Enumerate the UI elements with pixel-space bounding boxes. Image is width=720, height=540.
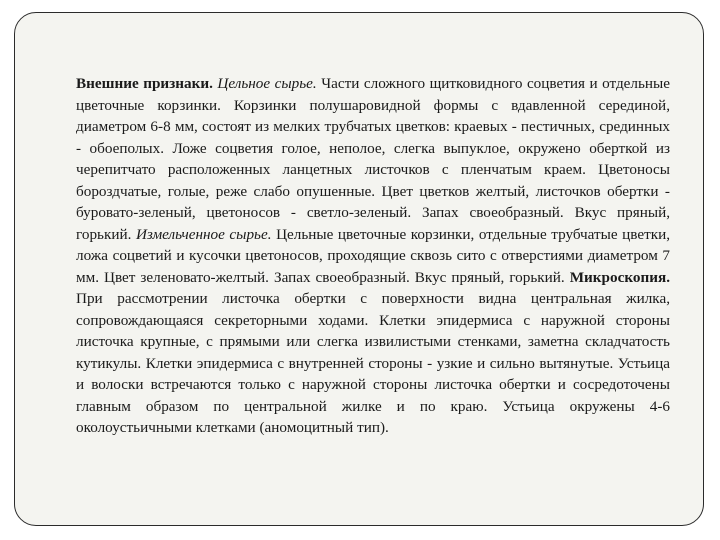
paragraph xyxy=(76,73,670,439)
whole-raw-text: Части сложного щитковидного соцветия и отдельные цветочные корзинки. Корзинки полушаровидной формы с вдавленной серединой, диаметром 6-8 мм, состоят из мелких трубчатых цветков: краевых - пестичных, срединных - обоеполых. Ложе соцветия голое, неполое, слегка выпуклое, окружено оберткой из черепитчато расположенных ланцетных листочков с пленчатым краем. Цветоносы бороздчатые, голые, реже слабо опушенные. Цвет цветков желтый, листочков обертки - буровато-зеленый, цветоносов - светло-зеленый. Запах своеобразный. Вкус пряный, горький. xyxy=(76,75,671,243)
crushed-raw-text: Цельные цветочные корзинки, отдельные трубчатые цветки, ложа соцветий и кусочки цветоносов, проходящие сквозь сито с отверстиями диаметром 7 мм. Цвет зеленовато-желтый. Запах своеобразный. Вкус пряный, горький. xyxy=(76,225,671,286)
heading-external-features: Внешние признаки. xyxy=(76,75,213,92)
heading-microscopy: Микроскопия. xyxy=(569,268,670,286)
microscopy-text: При рассмотрении листочка обертки с поверхности видна центральная жилка, сопровождающаяся секреторными ходами. Клетки эпидермиса с наружной стороны листочка крупные, с прямыми или слегка извилистыми стенками, заметна складчатость кутикулы. Клетки эпидермиса с внутренней стороны - узкие и сильно вытянутые. Устьица и волоски встречаются только с наружной стороны листочка обертки и сосредоточены главным образом по центральной жилке и по краю. Устьица окружены 4-6 околоустьичными клетками (аномоцитный тип). xyxy=(76,290,670,436)
label-crushed-raw: Измельченное сырье. xyxy=(135,225,272,243)
label-whole-raw: Цельное сырье. xyxy=(217,75,317,92)
slide-frame xyxy=(14,12,704,526)
text-block xyxy=(76,73,670,439)
